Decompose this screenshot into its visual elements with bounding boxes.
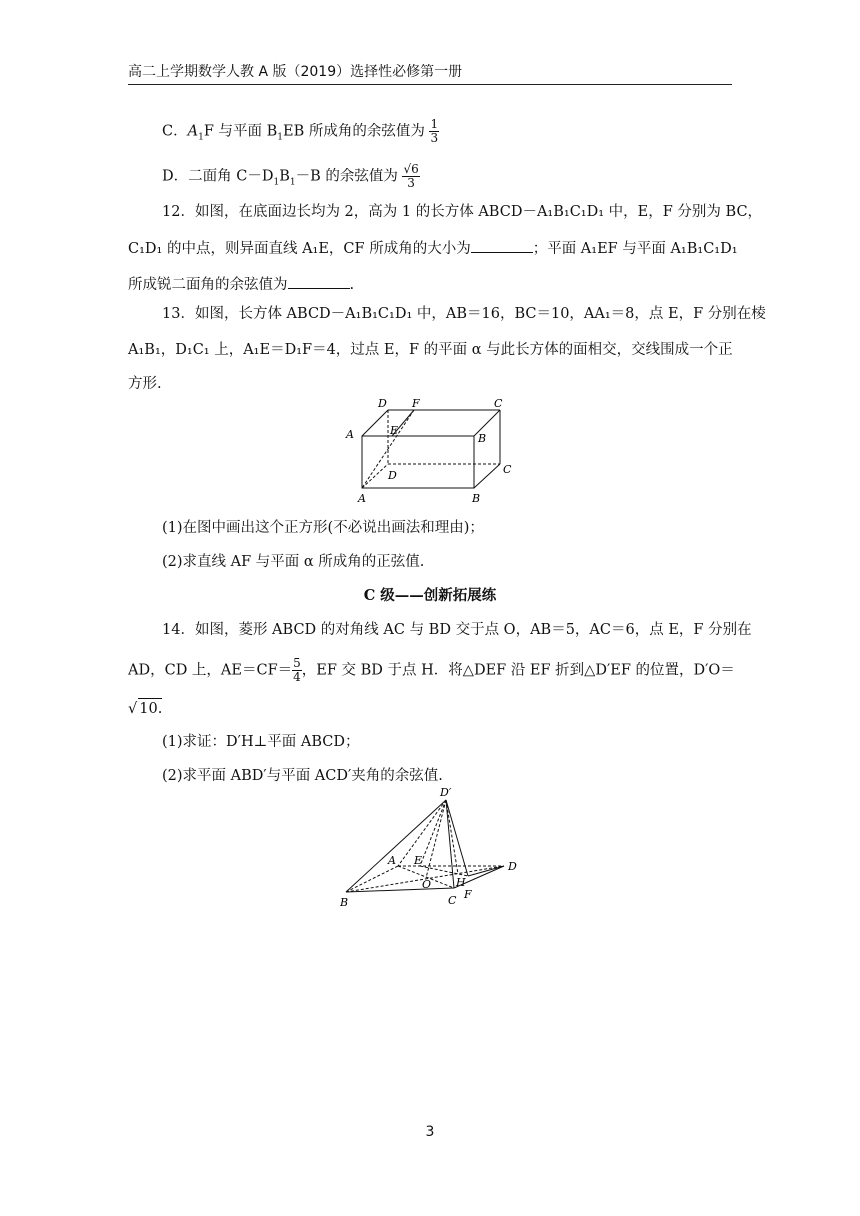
answer-blank[interactable]: [288, 274, 350, 289]
label-f: F: [464, 888, 472, 901]
cuboid-figure: [340, 396, 520, 514]
label-d1: D: [378, 397, 387, 410]
label-e: E: [414, 854, 423, 867]
option-c: C．$A_1F$ 与平面 $B_1EB$ 所成角的余弦值为 $\frac{1}{3}$: [162, 117, 439, 145]
label-d: D: [388, 469, 397, 482]
fraction-five-fourths: $\frac{5}{4}$: [293, 656, 301, 684]
rhombus-fold-figure: [336, 786, 536, 910]
q14-sub1: (1)求证：D′H⊥平面 ABCD；: [162, 734, 360, 750]
section-c-title: C 级——创新拓展练: [363, 587, 497, 604]
fraction-sqrt6-over-3: $\frac{√6}{3}$: [403, 162, 419, 190]
q14-line1: 14．如图，菱形 ABCD 的对角线 AC 与 BD 交于点 O，AB＝5，AC＝6，点 E，F 分别在: [162, 622, 752, 638]
label-b: B: [472, 492, 481, 505]
label-h: H: [456, 876, 466, 889]
label-b1: B: [478, 432, 487, 445]
sqrt-symbol: √: [128, 701, 138, 717]
fraction-one-third: $\frac{1}{3}$: [430, 117, 439, 145]
label-c1: C: [494, 397, 503, 410]
q14-line3: √ 10.: [128, 698, 162, 719]
q13-sub1: (1)在图中画出这个正方形(不必说出画法和理由)；: [162, 520, 484, 536]
label-b: B: [340, 896, 349, 909]
page-header: [128, 62, 732, 85]
q13-sub2: (2)求直线 AF 与平面 α 所成角的正弦值.: [162, 554, 425, 570]
q14-line2: AD，CD 上，AE＝CF＝ $\frac{5}{4}$ ，EF 交 BD 于点 H．将△DEF 沿 EF 折到△D′EF 的位置，D′O＝: [128, 656, 735, 684]
label-d: D: [508, 860, 517, 873]
q12-line2: C₁D₁ 的中点，则异面直线 A₁E，CF 所成角的大小为 ；平面 A₁EF 与平面 A₁B₁C₁D₁: [128, 238, 738, 259]
label-c: C: [503, 463, 512, 476]
q12-line1: 12．如图，在底面边长均为 2，高为 1 的长方体 ABCD－A₁B₁C₁D₁ 中，E，F 分别为 BC，: [162, 204, 763, 220]
label-dprime: D′: [440, 786, 452, 799]
label-o: O: [422, 878, 432, 891]
label-c: C: [448, 894, 457, 907]
q13-line3: 方形.: [128, 376, 162, 392]
q13-line2: A₁B₁，D₁C₁ 上，A₁E＝D₁F＝4，过点 E，F 的平面 α 与此长方体的面相交，交线围成一个正: [128, 342, 733, 358]
q13-line1: 13．如图，长方体 ABCD－A₁B₁C₁D₁ 中，AB＝16，BC＝10，AA₁＝8，点 E，F 分别在棱: [162, 306, 766, 322]
answer-blank[interactable]: [471, 238, 533, 253]
header-title: 高二上学期数学人教 A 版（2019）选择性必修第一册: [128, 64, 463, 80]
page-number: 3: [425, 1124, 435, 1140]
label-e: E: [390, 424, 399, 437]
option-d: D．二面角 $C-D_1B_1-B$ 的余弦值为 $\frac{√6}{3}$: [162, 162, 419, 190]
label-a: A: [388, 854, 396, 867]
label-a1: A: [346, 428, 354, 441]
q14-sub2: (2)求平面 ABD′与平面 ACD′夹角的余弦值.: [162, 768, 443, 784]
q12-line3: 所成锐二面角的余弦值为 .: [128, 274, 354, 295]
label-f: F: [412, 397, 420, 410]
label-a: A: [358, 492, 366, 505]
